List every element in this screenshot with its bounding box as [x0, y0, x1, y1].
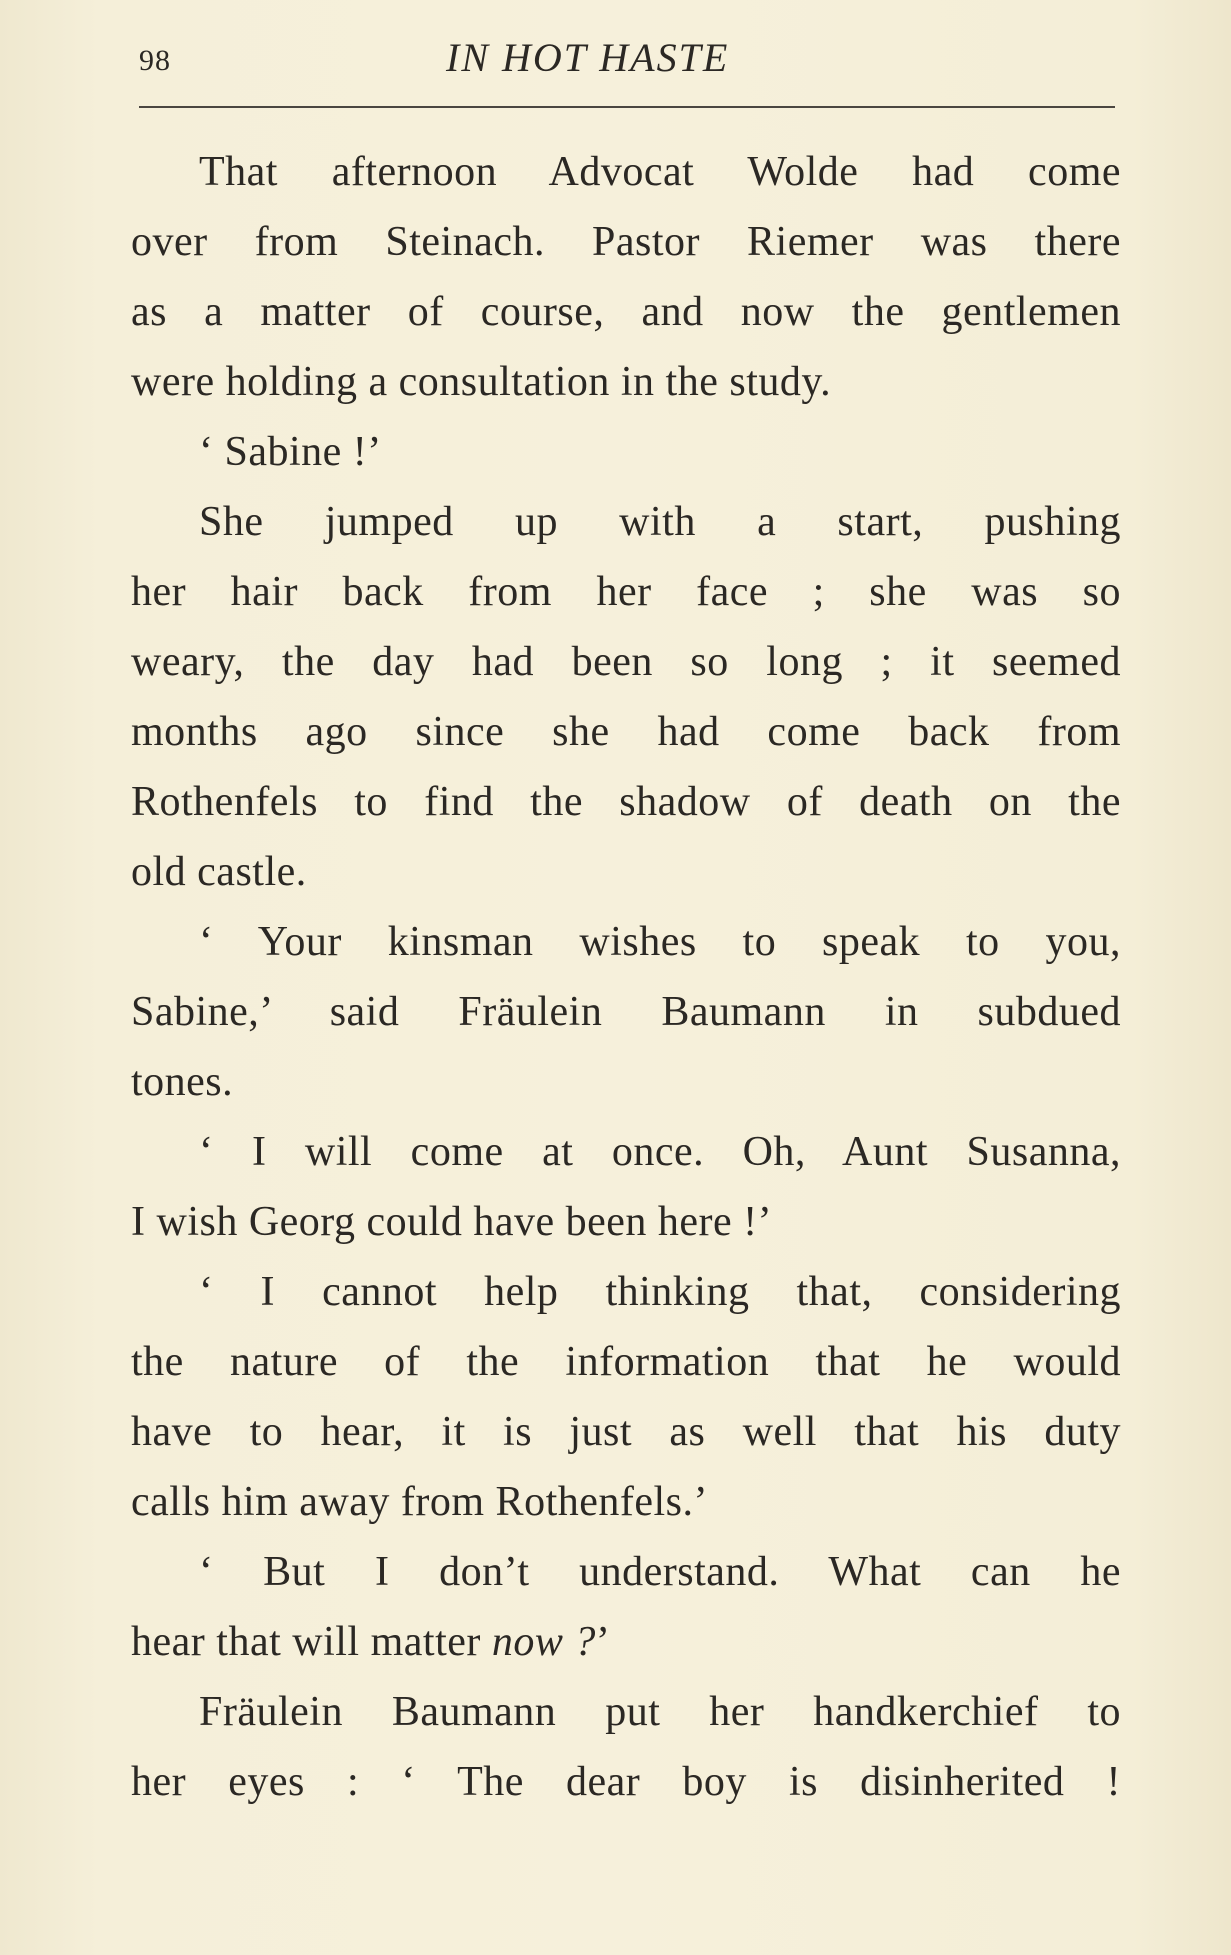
text-line: have to hear, it is just as well that his duty: [131, 1409, 1121, 1455]
closing-quote: ’: [595, 1619, 611, 1665]
text-line: old castle.: [131, 849, 307, 895]
text-line: ‘ But I don’t understand. What can he: [199, 1549, 1121, 1595]
text-line: ‘ Sabine !’: [199, 429, 382, 475]
header-rule: [139, 106, 1115, 108]
running-title: IN HOT HASTE: [446, 35, 730, 80]
text-line: [131, 1607, 1121, 1677]
text-line: ‘ I cannot help thinking that, considering: [199, 1269, 1121, 1315]
text-line: Rothenfels to find the shadow of death on the: [131, 779, 1121, 825]
text-line: tones.: [131, 1059, 234, 1105]
text-line: her hair back from her face ; she was so: [131, 569, 1121, 615]
text-line: She jumped up with a start, pushing: [199, 499, 1121, 545]
text-line: Fräulein Baumann put her handkerchief to: [199, 1689, 1121, 1735]
text-line: Sabine,’ said Fräulein Baumann in subdued: [131, 989, 1121, 1035]
text-line: I wish Georg could have been here !’: [131, 1199, 773, 1245]
text-line: months ago since she had come back from: [131, 709, 1121, 755]
text-line: over from Steinach. Pastor Riemer was there: [131, 219, 1121, 265]
emphasized-word: now ?: [491, 1619, 596, 1665]
text-line: as a matter of course, and now the gentlemen: [131, 289, 1121, 335]
page-number: 98: [139, 44, 171, 77]
text-segment: hear that will matter: [131, 1619, 481, 1665]
text-line: weary, the day had been so long ; it seemed: [131, 639, 1121, 685]
text-line: ‘ I will come at once. Oh, Aunt Susanna,: [199, 1129, 1121, 1175]
text-line: ‘ Your kinsman wishes to speak to you,: [199, 919, 1121, 965]
text-line: That afternoon Advocat Wolde had come: [199, 149, 1121, 195]
text-line: were holding a consultation in the study.: [131, 359, 832, 405]
page-header: [0, 34, 1231, 94]
text-line: the nature of the information that he would: [131, 1339, 1121, 1385]
text-line: calls him away from Rothenfels.’: [131, 1479, 709, 1525]
text-line: her eyes : ‘ The dear boy is disinherited !: [131, 1759, 1121, 1805]
